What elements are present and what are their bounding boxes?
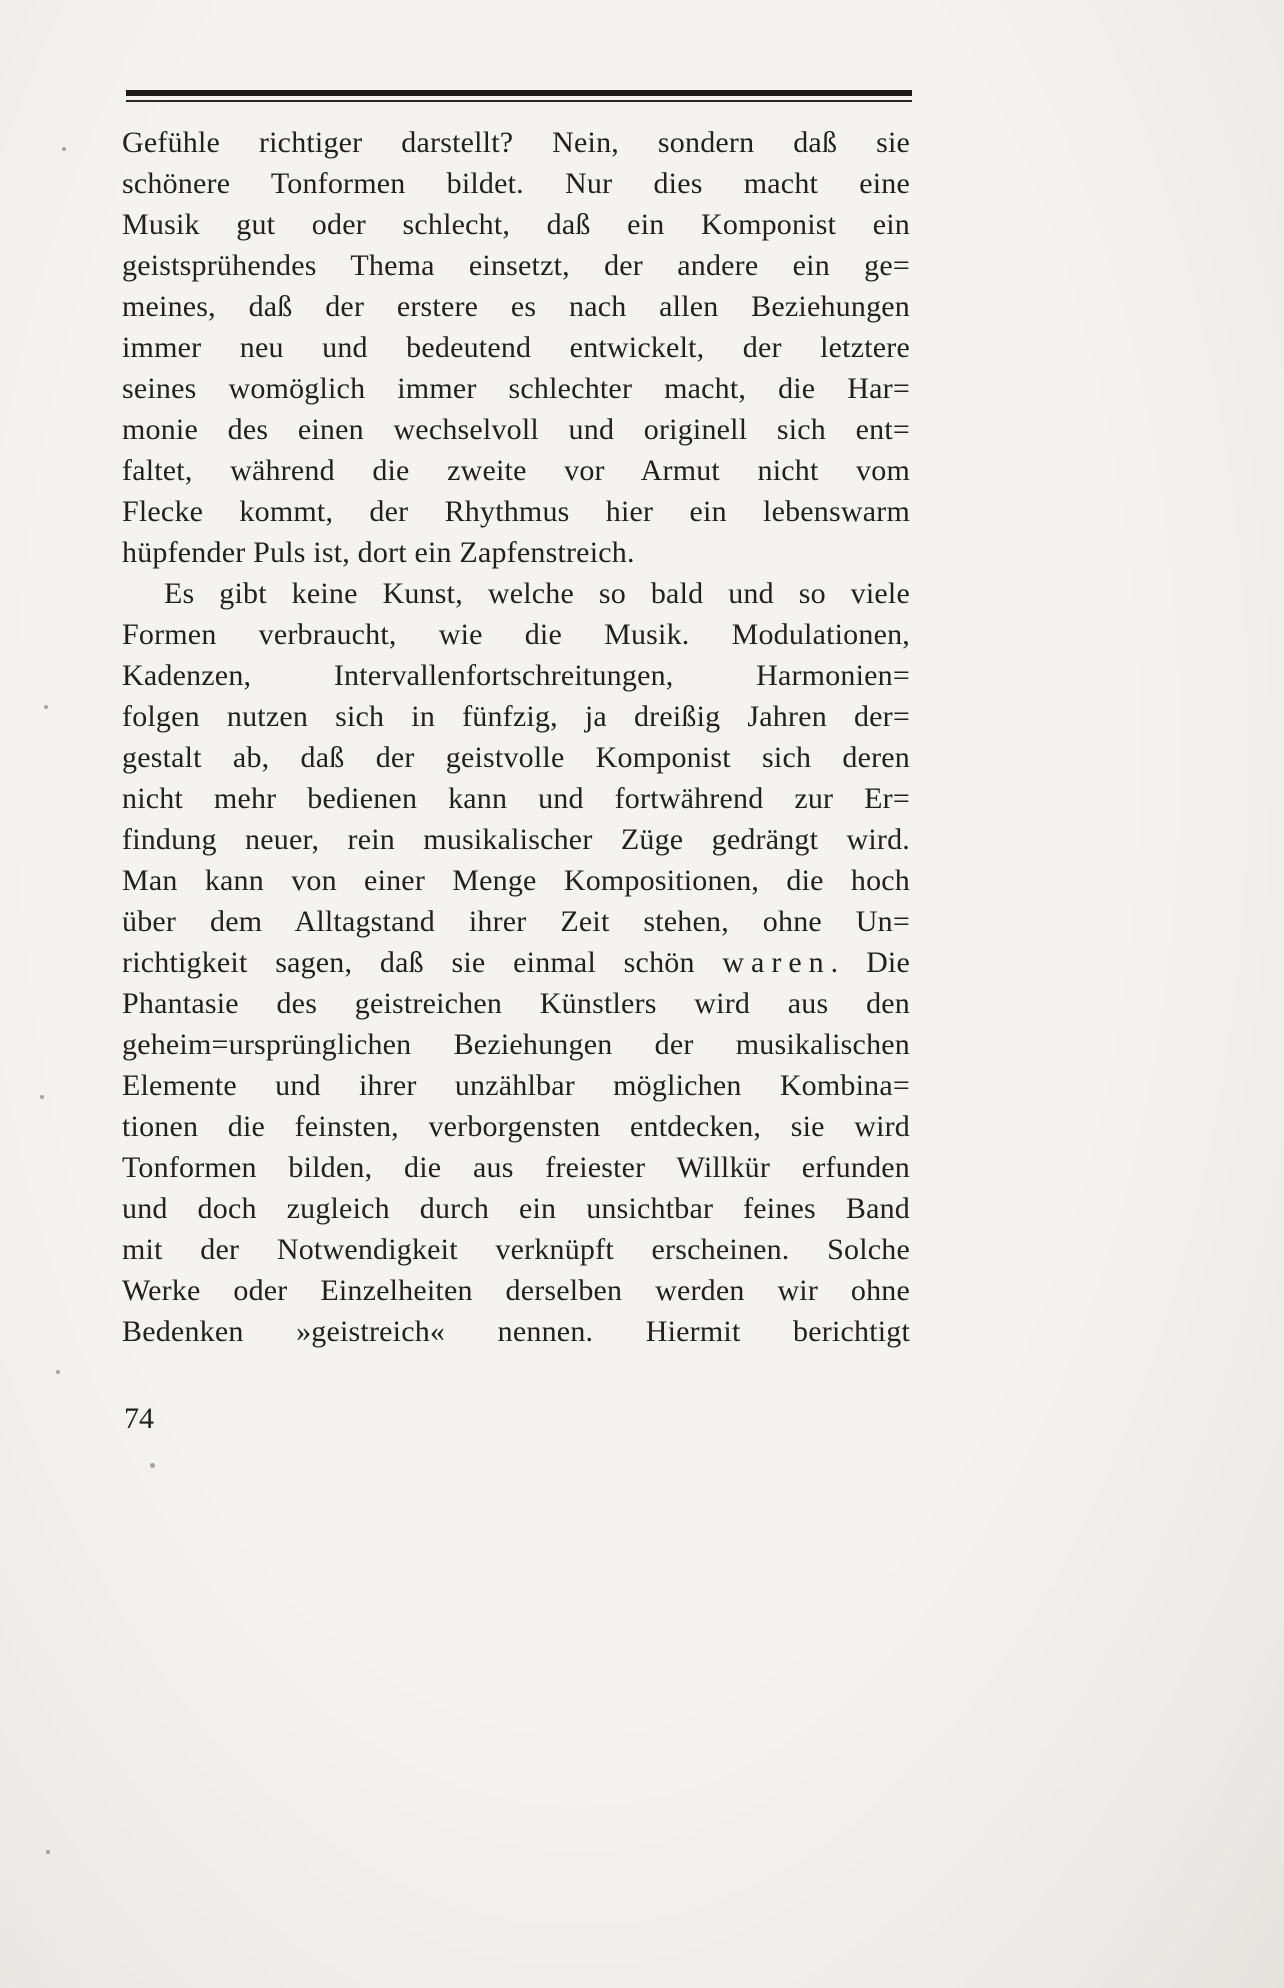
text-line: über dem Alltagstand ihrer Zeit stehen, ohne Un= (122, 905, 910, 938)
text-line: Flecke kommt, der Rhythmus hier ein lebenswarm (122, 495, 910, 528)
text-line: monie des einen wechselvoll und originell sich ent= (122, 413, 910, 446)
text-line: Elemente und ihrer unzählbar möglichen Kombina= (122, 1069, 910, 1102)
text-line: richtigkeit sagen, daß sie einmal schön waren. Die (122, 946, 910, 979)
text-line: mit der Notwendigkeit verknüpft erscheinen. Solche (122, 1233, 910, 1266)
text-line: gestalt ab, daß der geistvolle Komponist sich deren (122, 741, 910, 774)
scan-speck (56, 1370, 60, 1374)
text-line: und doch zugleich durch ein unsichtbar feines Band (122, 1192, 910, 1225)
letterspaced-word: waren (722, 946, 831, 979)
text-line: faltet, während die zweite vor Armut nicht vom (122, 454, 910, 487)
text-line: Phantasie des geistreichen Künstlers wird aus den (122, 987, 910, 1020)
top-rule (126, 90, 912, 102)
text-line: Musik gut oder schlecht, daß ein Komponist ein (122, 208, 910, 241)
text-line: Gefühle richtiger darstellt? Nein, sondern daß sie (122, 126, 910, 159)
text-line: folgen nutzen sich in fünfzig, ja dreißig Jahren der= (122, 700, 910, 733)
scan-speck (62, 147, 66, 151)
scan-speck (44, 705, 48, 709)
text-line: geistsprühendes Thema einsetzt, der andere ein ge= (122, 249, 910, 282)
text-line: immer neu und bedeutend entwickelt, der letztere (122, 331, 910, 364)
text-line: findung neuer, rein musikalischer Züge gedrängt wird. (122, 823, 910, 856)
text-line: schönere Tonformen bildet. Nur dies macht eine (122, 167, 910, 200)
text-line: Kadenzen, Intervallenfortschreitungen, Harmonien= (122, 659, 910, 692)
page-number: 74 (124, 1402, 154, 1435)
text-line: nicht mehr bedienen kann und fortwährend zur Er= (122, 782, 910, 815)
text-line: geheim=ursprünglichen Beziehungen der musikalischen (122, 1028, 910, 1061)
scan-speck (150, 1463, 155, 1468)
text-line: Es gibt keine Kunst, welche so bald und so viele (164, 577, 910, 610)
text-line: seines womöglich immer schlechter macht, die Har= (122, 372, 910, 405)
text-line: Formen verbraucht, wie die Musik. Modulationen, (122, 618, 910, 651)
text-line: Man kann von einer Menge Kompositionen, die hoch (122, 864, 910, 897)
text-line: tionen die feinsten, verborgensten entdecken, sie wird (122, 1110, 910, 1143)
text-block (122, 122, 910, 1352)
text-line: Werke oder Einzelheiten derselben werden wir ohne (122, 1274, 910, 1307)
text-line: meines, daß der erstere es nach allen Beziehungen (122, 290, 910, 323)
text-line: Tonformen bilden, die aus freiester Willkür erfunden (122, 1151, 910, 1184)
scan-speck (40, 1095, 44, 1099)
text-line: hüpfender Puls ist, dort ein Zapfenstreich. (122, 536, 635, 569)
text-line: Bedenken »geistreich« nennen. Hiermit berichtigt (122, 1315, 910, 1348)
scan-speck (46, 1850, 50, 1854)
